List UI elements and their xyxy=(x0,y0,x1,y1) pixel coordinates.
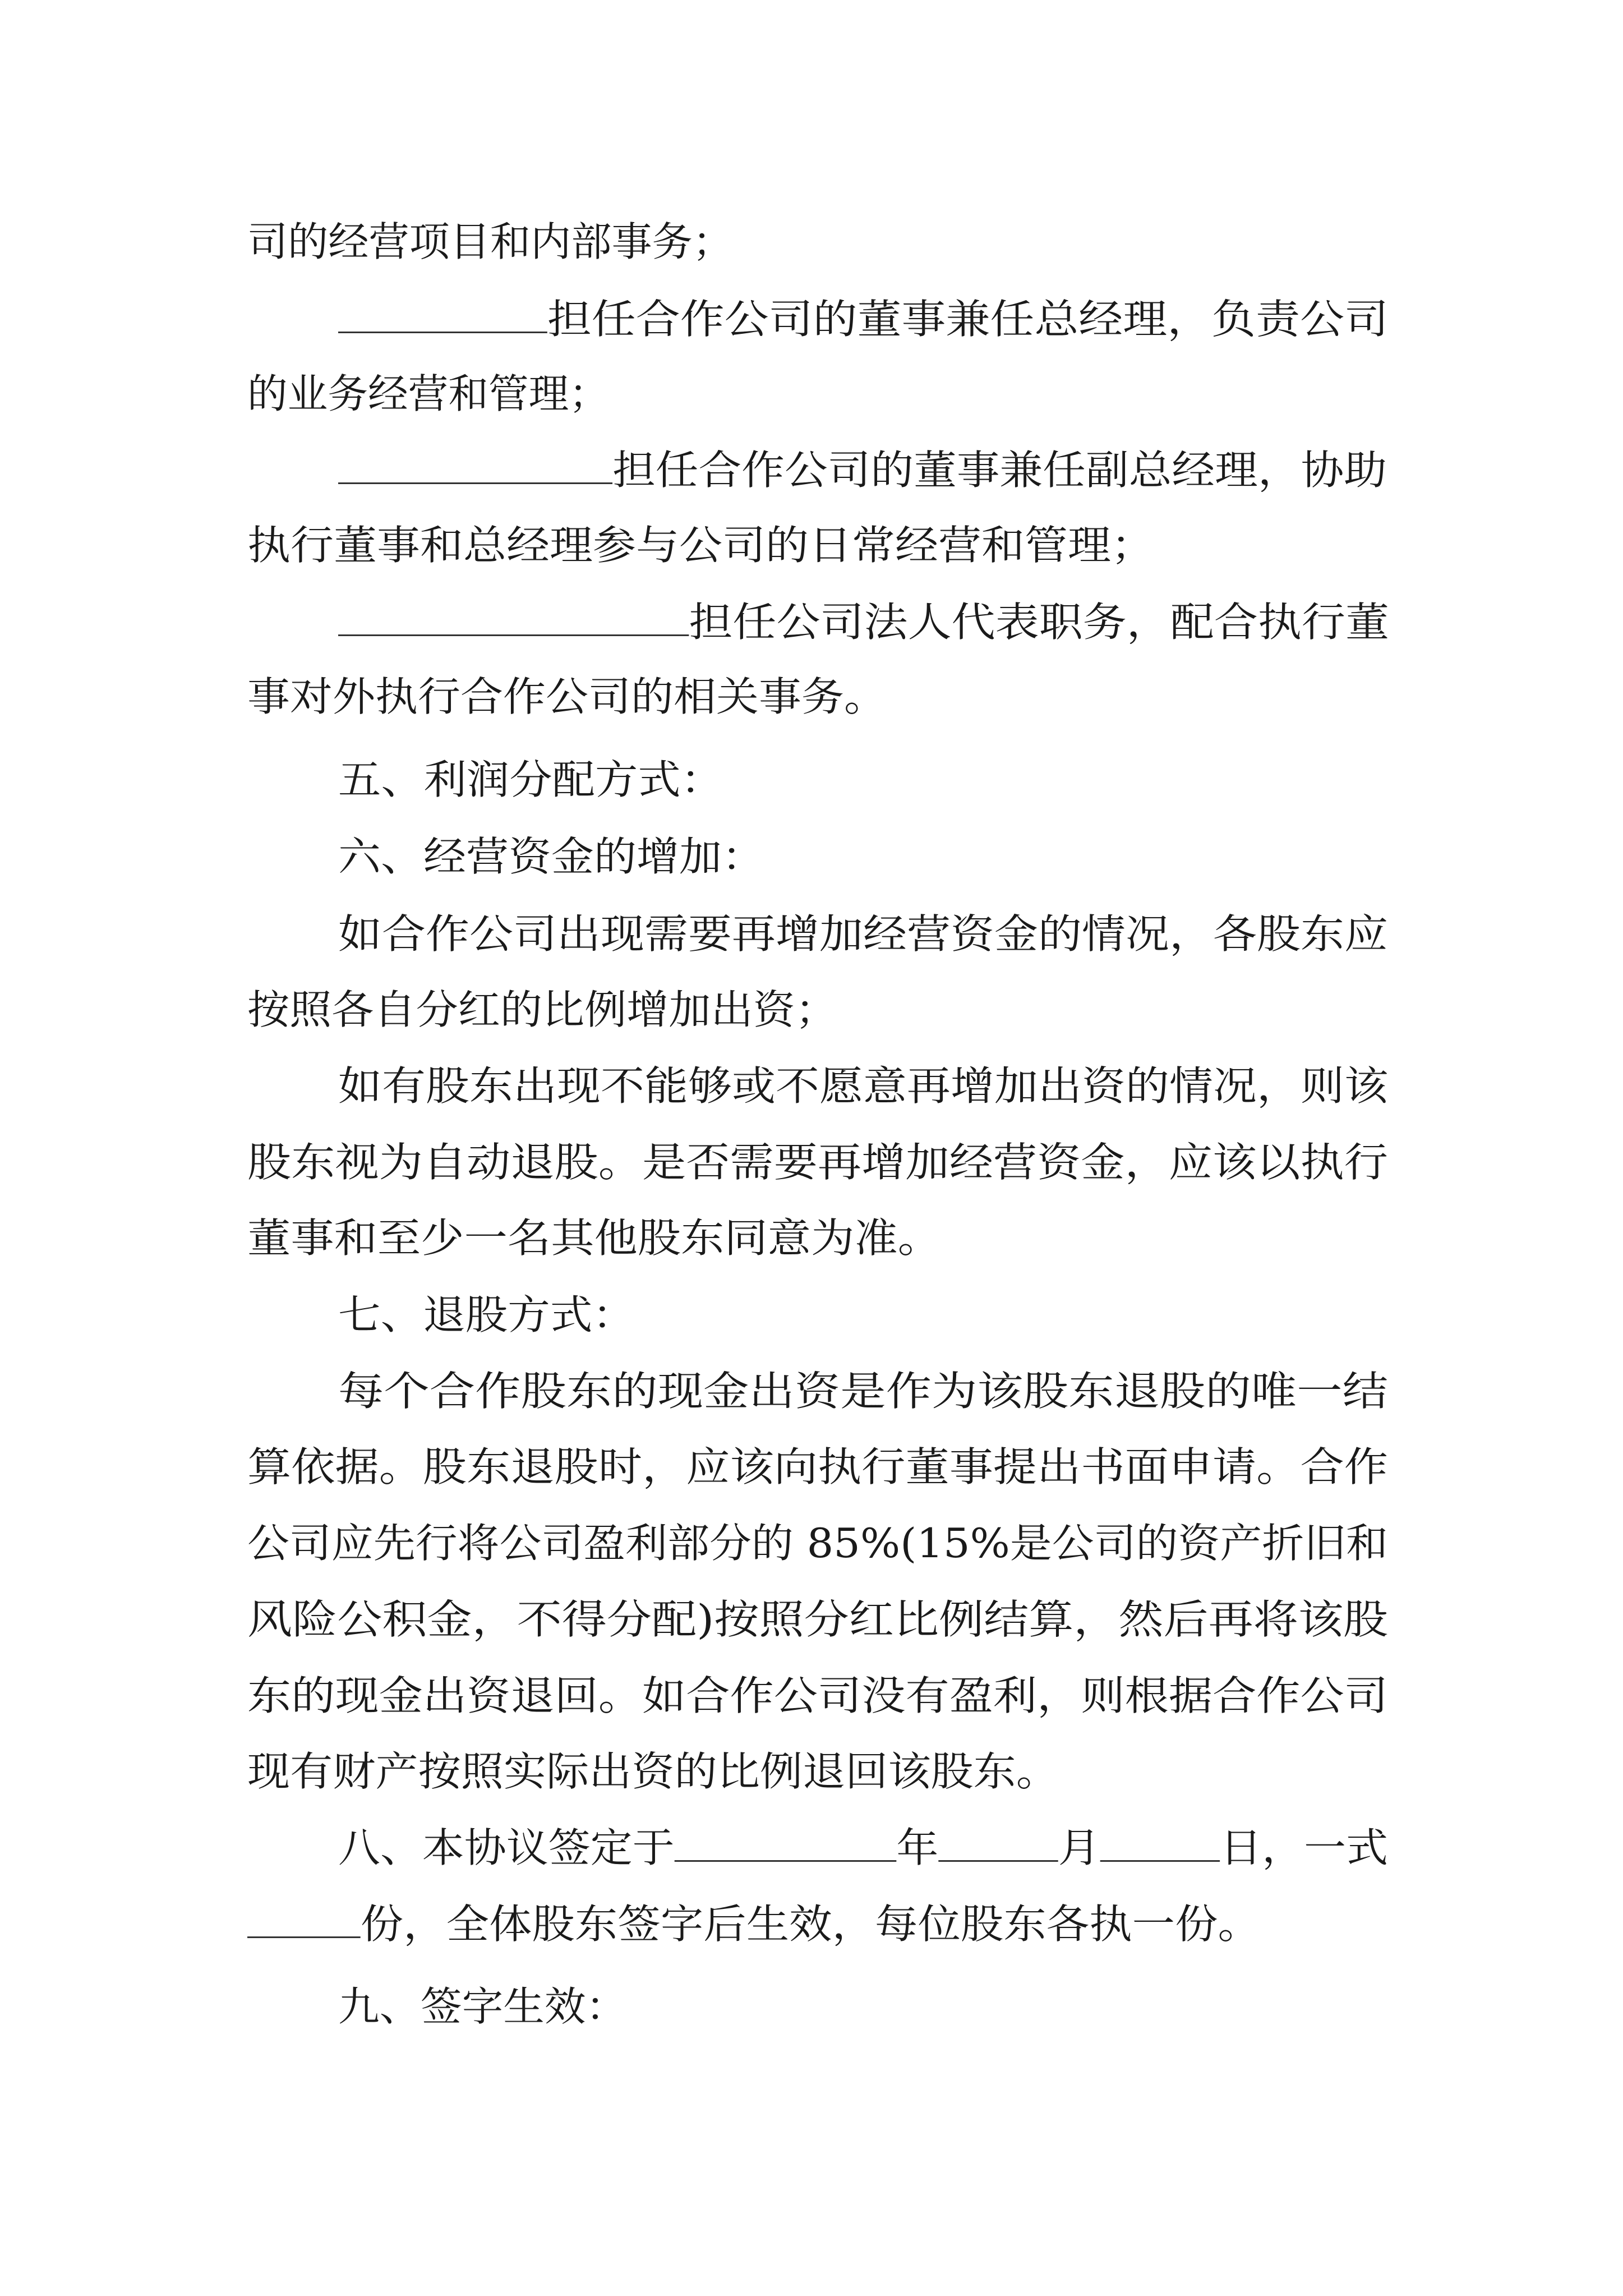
line-text: 公司应先行将公司盈利部分的 85%(15%是公司的资产折旧和 xyxy=(247,1520,1389,1567)
fill-in-blank xyxy=(247,1899,361,1938)
line-text: 事对外执行合作公司的相关事务。 xyxy=(247,673,887,720)
text-line xyxy=(247,518,1154,572)
line-text: 份，全体股东签字后生效，每位股东各执一份。 xyxy=(360,1901,1261,1948)
line-text: 按照各自分红的比例增加出资； xyxy=(247,986,838,1033)
text-line xyxy=(247,670,887,724)
section-heading xyxy=(338,830,764,884)
line-text: 六、经营资金的增加： xyxy=(338,833,765,880)
line-text: 如合作公司出现需要再增加经营资金的情况，各股东应 xyxy=(338,910,1389,958)
text-line xyxy=(247,1593,1388,1646)
fill-in-blank xyxy=(938,1823,1058,1862)
fill-in-blank xyxy=(1100,1823,1220,1862)
text-line xyxy=(247,1440,1388,1494)
line-text: 董事和至少一名其他股东同意为准。 xyxy=(247,1214,942,1262)
text-line xyxy=(338,907,1388,961)
text-line xyxy=(247,1897,1261,1951)
line-text: 月 xyxy=(1058,1824,1100,1871)
line-text: 八、本协议签定于 xyxy=(338,1824,675,1871)
line-text: 每个合作股东的现金出资是作为该股东退股的唯一结 xyxy=(338,1368,1389,1415)
line-text: 担任合作公司的董事兼任总经理，负责公司 xyxy=(547,296,1389,343)
line-text: 司的经营项目和内部事务； xyxy=(247,218,734,265)
text-line xyxy=(247,1745,1059,1798)
line-text: 担任公司法人代表职务，配合执行董 xyxy=(689,599,1390,646)
text-line xyxy=(338,1059,1388,1113)
line-text: 五、利润分配方式： xyxy=(338,756,724,803)
text-line xyxy=(338,595,1389,649)
line-text: 东的现金出资退回。如合作公司没有盈利，则根据合作公司 xyxy=(247,1672,1389,1719)
line-text: 的业务经营和管理； xyxy=(247,370,610,417)
line-text: 担任合作公司的董事兼任副总经理，协助 xyxy=(612,447,1387,494)
text-line xyxy=(247,367,609,421)
line-text: 执行董事和总经理参与公司的日常经营和管理； xyxy=(247,522,1155,569)
line-text: 如有股东出现不能够或不愿意再增加出资的情况，则该 xyxy=(338,1062,1389,1110)
line-text: 风险公积金，不得分配)按照分红比例结算，然后再将该股 xyxy=(247,1596,1389,1643)
text-line xyxy=(338,443,1387,497)
line-text: 九、签字生效： xyxy=(338,1983,628,2030)
line-text: 算依据。股东退股时，应该向执行董事提出书面申请。合作 xyxy=(247,1443,1389,1490)
fill-in-blank xyxy=(338,445,612,484)
section-heading xyxy=(338,1980,627,2033)
section-heading xyxy=(338,753,723,807)
text-line xyxy=(247,1211,941,1265)
line-text: 七、退股方式： xyxy=(338,1291,635,1338)
fill-in-blank xyxy=(338,295,547,333)
fill-in-blank xyxy=(675,1823,897,1862)
text-line xyxy=(338,292,1389,346)
line-text: 日，一式 xyxy=(1220,1824,1389,1871)
text-line xyxy=(338,1364,1388,1418)
text-line xyxy=(247,1516,1388,1570)
text-line xyxy=(247,215,733,269)
text-line xyxy=(247,983,837,1037)
line-text: 股东视为自动退股。是否需要再增加经营资金，应该以执行 xyxy=(247,1139,1389,1186)
text-line xyxy=(338,1821,1388,1875)
line-text: 现有财产按照实际出资的比例退回该股东。 xyxy=(247,1748,1059,1795)
text-line xyxy=(247,1669,1388,1723)
text-line xyxy=(247,1135,1388,1189)
line-text: 年 xyxy=(896,1824,939,1871)
section-heading xyxy=(338,1288,635,1342)
fill-in-blank xyxy=(338,597,689,636)
